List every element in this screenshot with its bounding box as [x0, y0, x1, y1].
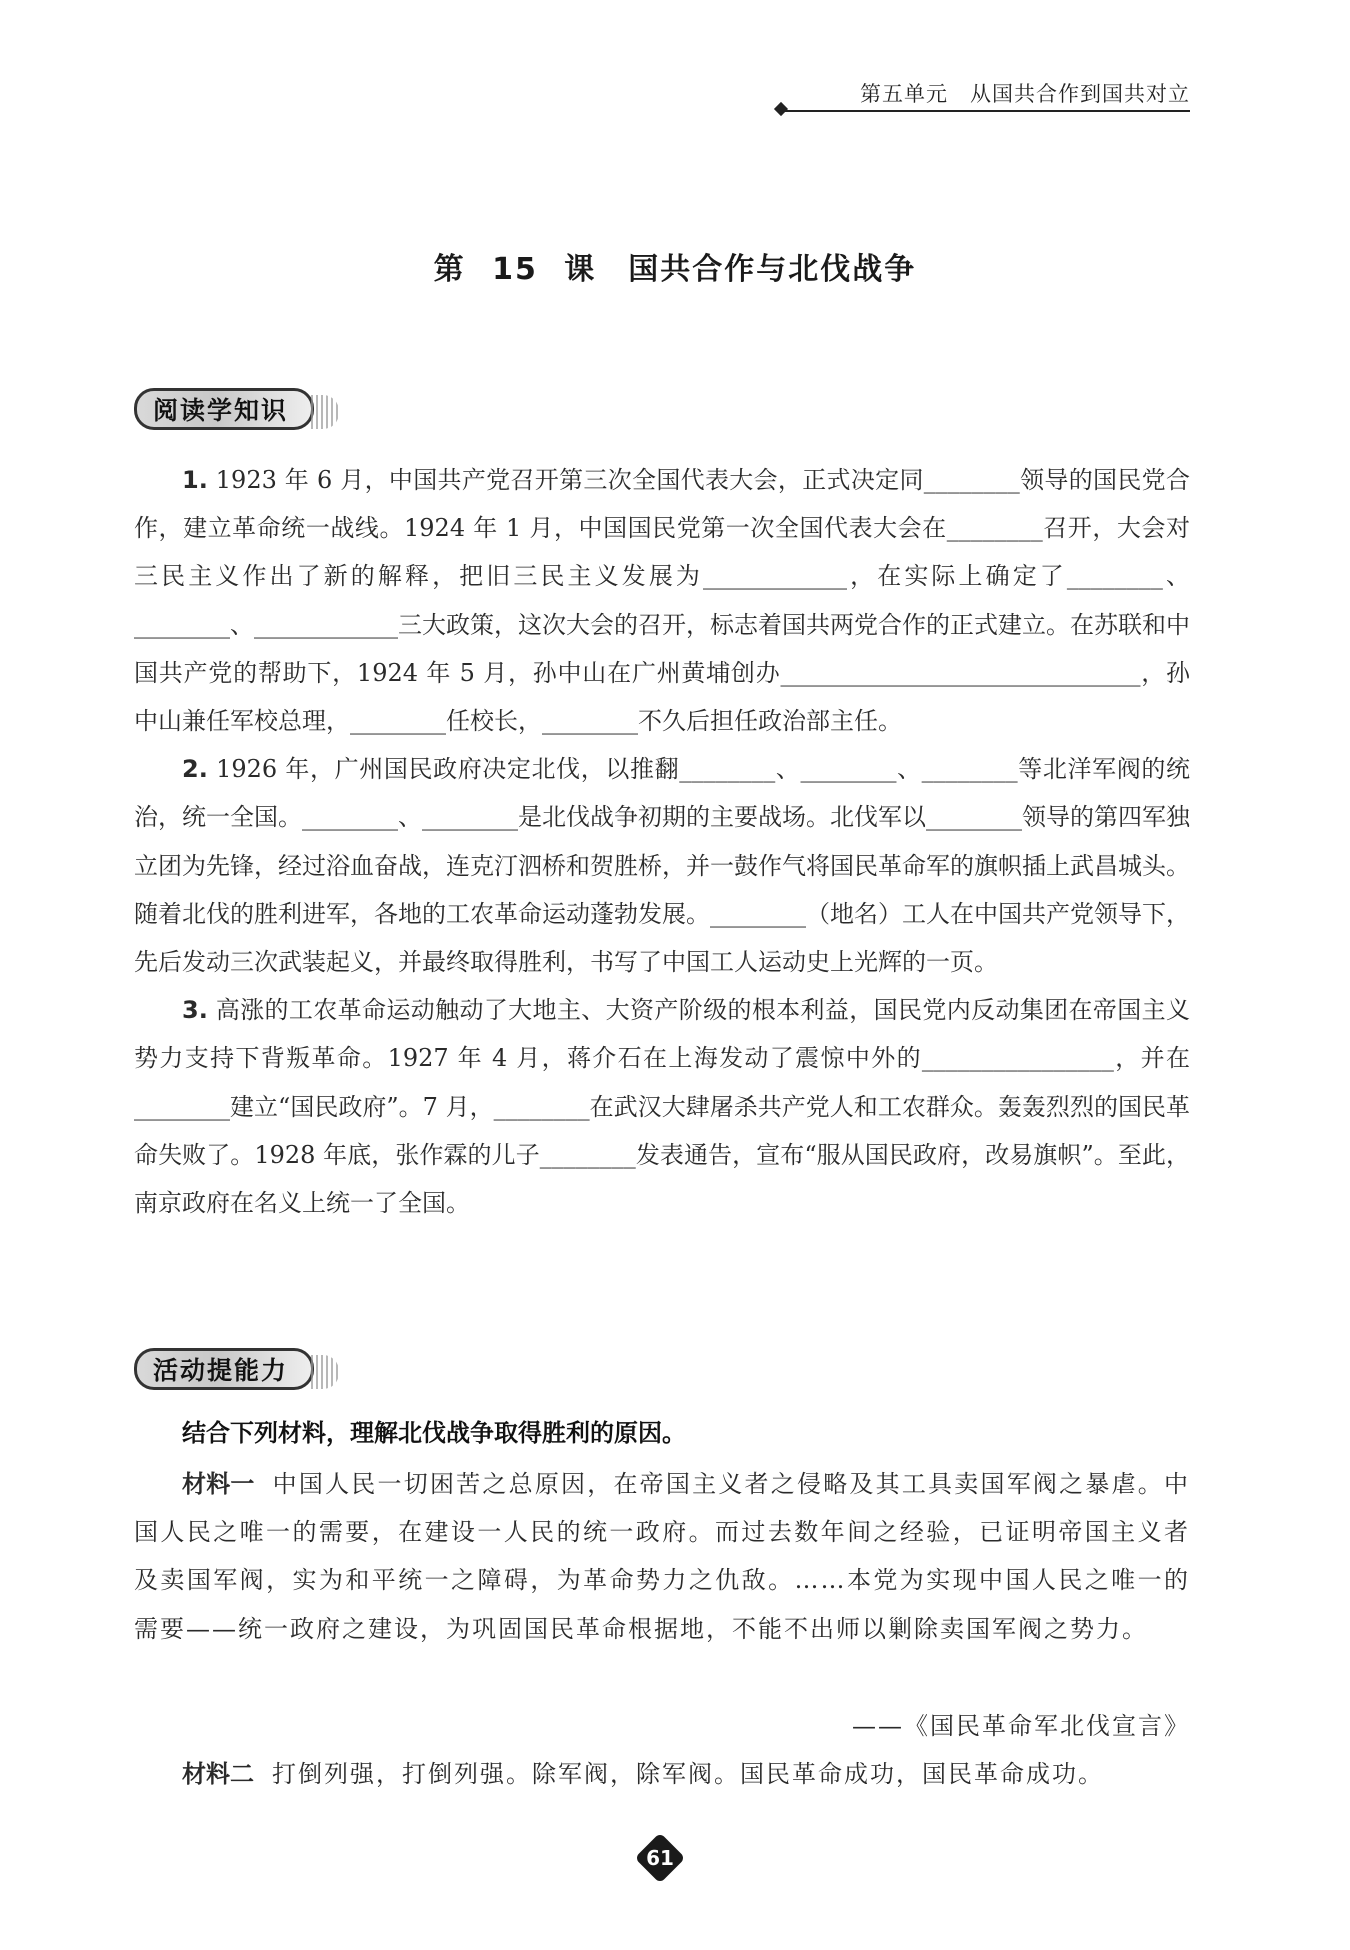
section-tag-activity	[134, 1348, 314, 1390]
page-number: 61	[646, 1846, 674, 1870]
lesson-title: 第 15 课 国共合作与北伐战争	[433, 252, 917, 287]
header-rule	[782, 110, 1190, 112]
question-1-number: 1.	[182, 466, 208, 494]
question-1-text: 1923 年 6 月，中国共产党召开第三次全国代表大会，正式决定同________领导的国民党合作，建立革命统一战线。1924 年 1 月，中国国民党第一次全国代表大会在________召开，大会对三民主义作出了新的解释，把旧三民主义发展为____________，在实际上确定了________、________、____________三大政策，这次大会的召开，标志着国共两党合作的正式建立。在苏联和中国共产党的帮助下，1924 年 5 月，孙中山在广州黄埔创办______________________________，孙中山兼任军校总理，________任校长，________不久后担任政治部主任。	[134, 466, 1190, 736]
material-one	[134, 1460, 1190, 1653]
question-3	[134, 986, 1190, 1227]
question-3-text: 高涨的工农革命运动触动了大地主、大资产阶级的根本利益，国民党内反动集团在帝国主义势力支持下背叛革命。1927 年 4 月，蒋介石在上海发动了震惊中外的________________，并在________建立“国民政府”。7 月，________在武汉大肆屠杀共产党人和工农群众。轰轰烈烈的国民革命失败了。1928 年底，张作霖的儿子________发表通告，宣布“服从国民政府，改易旗帜”。至此，南京政府在名义上统一了全国。	[134, 996, 1190, 1218]
material-one-label: 材料一	[182, 1470, 255, 1498]
tag-stripes-icon	[311, 1355, 339, 1389]
material-two-text: 打倒列强，打倒列强。除军阀，除军阀。国民革命成功，国民革命成功。	[272, 1760, 1104, 1788]
question-2	[134, 745, 1190, 986]
tag-stripes-icon	[311, 395, 339, 429]
question-2-text: 1926 年，广州国民政府决定北伐，以推翻________、________、________等北洋军阀的统治，统一全国。________、________是北伐战争初期的主要战场。北伐军以________领导的第四军独立团为先锋，经过浴血奋战，连克汀泗桥和贺胜桥，并一鼓作气将国民革命军的旗帜插上武昌城头。随着北伐的胜利进军，各地的工农革命运动蓬勃发展。________（地名）工人在中国共产党领导下，先后发动三次武装起义，并最终取得胜利，书写了中国工人运动史上光辉的一页。	[134, 755, 1190, 977]
question-1	[134, 456, 1190, 745]
material-one-source: ——《国民革命军北伐宣言》	[852, 1712, 1190, 1740]
material-one-text: 中国人民一切困苦之总原因，在帝国主义者之侵略及其工具卖国军阀之暴虐。中国人民之唯一的需要，在建设一人民的统一政府。而过去数年间之经验，已证明帝国主义者及卖国军阀，实为和平统一之障碍，为革命势力之仇敌。……本党为实现中国人民之唯一的需要——统一政府之建设，为巩固国民革命根据地，不能不出师以剿除卖国军阀之势力。	[134, 1470, 1191, 1643]
section-tag-reading	[134, 388, 314, 430]
reading-questions	[134, 456, 1190, 1227]
activity-instruction: 结合下列材料，理解北伐战争取得胜利的原因。	[182, 1419, 686, 1447]
section-tag-reading-label: 阅读学知识	[153, 396, 289, 425]
question-2-number: 2.	[182, 755, 208, 784]
question-3-number: 3.	[182, 996, 208, 1025]
material-two-label: 材料二	[182, 1760, 254, 1788]
material-two	[134, 1750, 1190, 1798]
section-tag-activity-label: 活动提能力	[153, 1356, 289, 1385]
page-number-badge	[636, 1834, 684, 1882]
unit-header: 第五单元 从国共合作到国共对立	[860, 82, 1190, 106]
